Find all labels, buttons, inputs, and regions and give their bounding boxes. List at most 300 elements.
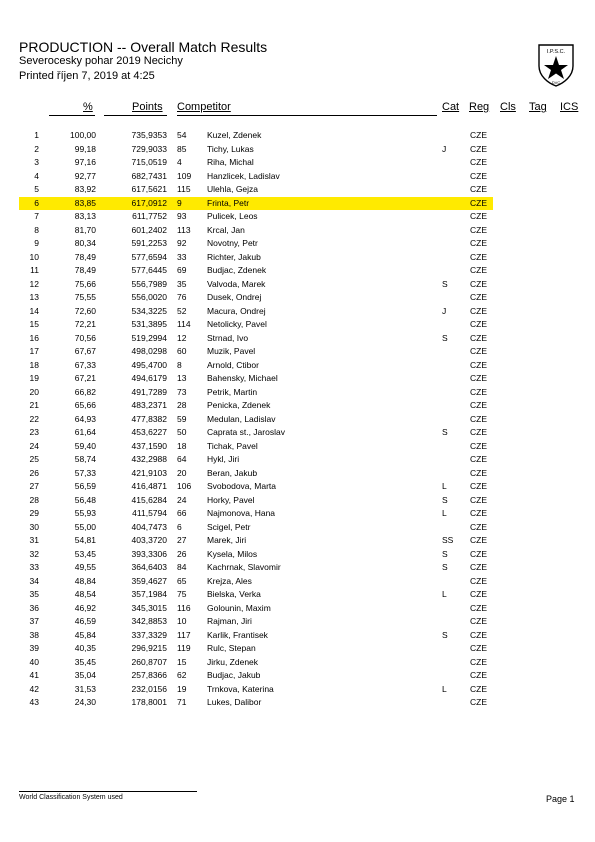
cell-reg: CZE: [470, 481, 487, 491]
cell-points: 257,8366: [131, 670, 167, 680]
cell-number: 27: [177, 535, 187, 545]
cell-competitor: Jirku, Zdenek: [207, 656, 259, 667]
cell-place: 15: [29, 319, 39, 329]
table-row: [0, 386, 595, 400]
cell-place: 10: [29, 251, 39, 262]
cell-number: 113: [177, 224, 191, 235]
cell-points: 477,8382: [131, 413, 167, 424]
cell-competitor: Tichak, Pavel: [207, 440, 258, 451]
cell-competitor: Bielska, Verka: [207, 589, 261, 599]
cell-competitor: Dusek, Ondrej: [207, 292, 262, 302]
cell-place: 16: [29, 332, 39, 343]
cell-number: 62: [177, 670, 187, 680]
cell-competitor: Bahensky, Michael: [207, 373, 278, 383]
cell-points: 611,7752: [132, 211, 167, 221]
cell-pct: 78,49: [74, 251, 96, 262]
cell-points: 403,3720: [131, 535, 167, 545]
cell-pct: 46,92: [74, 602, 96, 613]
cell-points: 729,9033: [131, 143, 167, 154]
cell-number: 106: [177, 481, 192, 491]
cell-points: 519,2994: [131, 332, 167, 343]
cell-reg: CZE: [470, 508, 487, 518]
cell-pct: 81,70: [74, 224, 96, 235]
cell-reg: CZE: [470, 616, 487, 626]
cell-reg: CZE: [470, 251, 487, 262]
cell-competitor: Svobodova, Marta: [207, 481, 276, 491]
cell-cat: L: [442, 481, 447, 491]
cell-competitor: Karlik, Frantisek: [207, 629, 268, 640]
cell-cat: SS: [442, 535, 454, 545]
table-row: [0, 696, 595, 710]
cell-number: 116: [177, 602, 191, 613]
cell-place: 11: [30, 265, 39, 275]
cell-place: 40: [29, 656, 39, 667]
cell-number: 33: [177, 251, 187, 262]
cell-competitor: Penicka, Zdenek: [207, 400, 271, 410]
cell-pct: 59,40: [74, 440, 96, 451]
cell-pct: 97,16: [74, 157, 96, 167]
table-row: [0, 507, 595, 521]
cell-place: 30: [29, 521, 39, 532]
cell-reg: CZE: [470, 697, 487, 707]
cell-pct: 31,53: [74, 683, 96, 694]
cell-points: 591,2253: [131, 238, 167, 248]
cell-pct: 35,45: [74, 656, 96, 667]
cell-pct: 45,84: [74, 629, 96, 640]
cell-points: 178,8001: [131, 697, 167, 707]
cell-points: 404,7473: [131, 521, 167, 532]
cell-points: 437,1590: [131, 440, 167, 451]
cell-place: 6: [34, 197, 39, 208]
cell-pct: 75,55: [74, 292, 96, 302]
cell-number: 15: [177, 656, 187, 667]
cell-number: 66: [177, 508, 187, 518]
cell-place: 41: [29, 670, 39, 680]
cell-number: 52: [177, 305, 187, 316]
cell-points: 260,8707: [131, 656, 167, 667]
svg-text:I.P.S.C.: I.P.S.C.: [546, 49, 566, 55]
cell-reg: CZE: [470, 440, 487, 451]
cell-number: 35: [177, 278, 187, 289]
table-row: [0, 426, 595, 440]
cell-place: 24: [29, 440, 39, 451]
cell-points: 296,9215: [131, 643, 167, 653]
cell-points: 601,2402: [131, 224, 167, 235]
table-row: [0, 183, 595, 197]
cell-place: 1: [34, 130, 39, 140]
cell-pct: 24,30: [74, 697, 96, 707]
cell-reg: CZE: [470, 197, 487, 208]
table-row: [0, 332, 595, 346]
cell-pct: 100,00: [70, 130, 96, 140]
cell-points: 498,0298: [131, 346, 167, 356]
cell-reg: CZE: [470, 346, 487, 356]
cell-place: 9: [34, 238, 39, 248]
cell-number: 119: [177, 643, 191, 653]
cell-number: 12: [177, 332, 187, 343]
cell-reg: CZE: [470, 602, 487, 613]
cell-place: 2: [34, 143, 39, 154]
cell-competitor: Kachrnak, Slavomir: [207, 562, 281, 572]
cell-reg: CZE: [470, 170, 487, 181]
cell-competitor: Netolicky, Pavel: [207, 319, 267, 329]
cell-competitor: Najmonova, Hana: [207, 508, 276, 518]
cell-number: 71: [177, 697, 187, 707]
cell-number: 92: [177, 238, 187, 248]
cell-cat: S: [442, 427, 448, 437]
cell-reg: CZE: [470, 562, 487, 572]
table-row: [0, 548, 595, 562]
cell-competitor: Rulc, Stepan: [207, 643, 256, 653]
cell-points: 735,9353: [131, 130, 167, 140]
cell-reg: CZE: [470, 292, 487, 302]
column-headers: [0, 101, 595, 117]
cell-number: 24: [177, 494, 187, 505]
cell-competitor: Ulehla, Gejza: [207, 184, 259, 194]
table-row: [0, 453, 595, 467]
cell-reg: CZE: [470, 575, 487, 586]
cell-pct: 92,77: [74, 170, 96, 181]
cell-place: 36: [29, 602, 39, 613]
cell-pct: 72,21: [74, 319, 96, 329]
cell-cat: S: [442, 278, 448, 289]
cell-place: 39: [29, 643, 39, 653]
table-row: [0, 318, 595, 332]
cell-points: 494,6179: [131, 373, 167, 383]
table-row: [0, 251, 595, 265]
cell-points: 617,5621: [131, 184, 167, 194]
cell-reg: CZE: [470, 521, 487, 532]
table-row: [0, 602, 595, 616]
table-row: [0, 291, 595, 305]
cell-number: 93: [177, 211, 187, 221]
cell-reg: CZE: [470, 319, 487, 329]
cell-number: 84: [177, 562, 187, 572]
cell-number: 114: [177, 319, 191, 329]
cell-pct: 61,64: [74, 427, 96, 437]
cell-reg: CZE: [470, 643, 487, 653]
cell-reg: CZE: [470, 386, 487, 397]
cell-reg: CZE: [470, 143, 487, 154]
table-row: [0, 359, 595, 373]
cell-place: 18: [29, 359, 39, 370]
table-row: [0, 669, 595, 683]
svg-text:DVC: DVC: [551, 80, 561, 85]
footer-divider: [19, 791, 197, 792]
cell-reg: CZE: [470, 278, 487, 289]
cell-pct: 48,84: [74, 575, 96, 586]
ipsc-shield-star-logo: [536, 42, 576, 88]
table-row: [0, 534, 595, 548]
cell-place: 4: [34, 170, 39, 181]
cell-competitor: Scigel, Petr: [207, 521, 251, 532]
cell-place: 38: [29, 629, 39, 640]
cell-reg: CZE: [470, 211, 487, 221]
cell-competitor: Caprata st., Jaroslav: [207, 427, 285, 437]
cell-place: 43: [29, 697, 39, 707]
header-cat: Cat: [442, 101, 460, 113]
cell-reg: CZE: [470, 332, 487, 343]
table-row: [0, 264, 595, 278]
cell-points: 421,9103: [131, 467, 167, 478]
cell-points: 453,6227: [131, 427, 167, 437]
cell-reg: CZE: [470, 454, 487, 464]
cell-competitor: Horky, Pavel: [207, 494, 255, 505]
cell-number: 75: [177, 589, 187, 599]
cell-points: 534,3225: [131, 305, 167, 316]
cell-reg: CZE: [470, 359, 487, 370]
table-row: [0, 237, 595, 251]
cell-cat: S: [442, 562, 448, 572]
cell-place: 17: [29, 346, 39, 356]
cell-number: 109: [177, 170, 192, 181]
table-row: [0, 521, 595, 535]
cell-pct: 49,55: [74, 562, 96, 572]
table-row: [0, 440, 595, 454]
cell-place: 12: [29, 278, 39, 289]
cell-reg: CZE: [470, 305, 487, 316]
cell-points: 491,7289: [131, 386, 167, 397]
table-row: [0, 210, 595, 224]
cell-cat: J: [442, 143, 447, 154]
cell-competitor: Golounin, Maxim: [207, 602, 271, 613]
header-competitor: Competitor: [177, 101, 231, 113]
cell-number: 60: [177, 346, 187, 356]
cell-pct: 66,82: [74, 386, 96, 397]
table-row: [0, 129, 595, 143]
cell-competitor: Trnkova, Katerina: [207, 683, 274, 694]
cell-place: 27: [29, 481, 39, 491]
cell-place: 32: [29, 548, 39, 559]
cell-cat: L: [442, 589, 447, 599]
table-row: [0, 170, 595, 184]
cell-pct: 64,93: [74, 413, 96, 424]
cell-place: 25: [29, 454, 39, 464]
table-row: [0, 629, 595, 643]
table-row: [0, 561, 595, 575]
table-row: [0, 642, 595, 656]
cell-place: 21: [29, 400, 39, 410]
cell-place: 28: [29, 494, 39, 505]
table-row: [0, 480, 595, 494]
cell-place: 26: [29, 467, 39, 478]
cell-points: 364,6403: [131, 562, 167, 572]
cell-competitor: Hykl, Jiri: [207, 454, 240, 464]
cell-number: 115: [177, 184, 191, 194]
cell-pct: 99,18: [74, 143, 96, 154]
cell-number: 19: [177, 683, 187, 694]
table-row: [0, 143, 595, 157]
match-name: Severocesky pohar 2019 Necichy: [19, 55, 183, 67]
cell-pct: 67,67: [74, 346, 96, 356]
cell-reg: CZE: [470, 157, 487, 167]
cell-number: 26: [177, 548, 187, 559]
cell-number: 117: [177, 629, 191, 640]
table-row: [0, 615, 595, 629]
cell-reg: CZE: [470, 184, 487, 194]
cell-pct: 75,66: [74, 278, 96, 289]
footer-note: World Classification System used: [19, 794, 123, 801]
cell-competitor: Lukes, Dalibor: [207, 697, 262, 707]
cell-number: 18: [177, 440, 187, 451]
cell-reg: CZE: [470, 265, 487, 275]
cell-reg: CZE: [470, 413, 487, 424]
cell-reg: CZE: [470, 548, 487, 559]
cell-number: 54: [177, 130, 187, 140]
cell-points: 682,7431: [131, 170, 167, 181]
cell-number: 4: [177, 157, 182, 167]
table-row: [0, 305, 595, 319]
cell-number: 59: [177, 413, 187, 424]
cell-competitor: Tichy, Lukas: [207, 143, 254, 154]
cell-pct: 78,49: [74, 265, 96, 275]
cell-place: 23: [29, 427, 39, 437]
cell-points: 337,3329: [131, 629, 167, 640]
header-cls: Cls: [500, 101, 516, 113]
cell-pct: 57,33: [74, 467, 96, 478]
cell-number: 69: [177, 265, 187, 275]
cell-number: 10: [177, 616, 187, 626]
cell-competitor: Richter, Jakub: [207, 251, 261, 262]
cell-competitor: Kysela, Milos: [207, 548, 258, 559]
cell-pct: 56,48: [74, 494, 96, 505]
cell-competitor: Krcal, Jan: [207, 224, 245, 235]
cell-pct: 56,59: [74, 481, 96, 491]
table-row: [0, 399, 595, 413]
cell-points: 393,3306: [131, 548, 167, 559]
cell-competitor: Kuzel, Zdenek: [207, 130, 262, 140]
cell-points: 415,6284: [131, 494, 167, 505]
cell-points: 232,0156: [131, 683, 167, 694]
cell-competitor: Novotny, Petr: [207, 238, 258, 248]
table-row: [0, 494, 595, 508]
cell-reg: CZE: [470, 629, 487, 640]
cell-reg: CZE: [470, 670, 487, 680]
cell-reg: CZE: [470, 130, 487, 140]
cell-number: 73: [177, 386, 187, 397]
cell-reg: CZE: [470, 400, 487, 410]
cell-number: 64: [177, 454, 187, 464]
cell-cat: L: [442, 683, 447, 694]
table-row: [0, 683, 595, 697]
cell-place: 22: [29, 413, 39, 424]
cell-number: 76: [177, 292, 187, 302]
cell-competitor: Medulan, Ladislav: [207, 413, 276, 424]
cell-pct: 40,35: [74, 643, 96, 653]
cell-reg: CZE: [470, 373, 487, 383]
cell-points: 577,6445: [131, 265, 167, 275]
cell-place: 31: [29, 535, 39, 545]
cell-place: 33: [29, 562, 39, 572]
cell-cat: S: [442, 332, 448, 343]
cell-reg: CZE: [470, 427, 487, 437]
page-title: PRODUCTION -- Overall Match Results: [19, 39, 268, 55]
cell-pct: 70,56: [74, 332, 96, 343]
cell-competitor: Petrik, Martin: [207, 386, 258, 397]
cell-place: 29: [29, 508, 39, 518]
header-points: Points: [132, 101, 163, 113]
cell-place: 8: [34, 224, 39, 235]
cell-competitor: Budjac, Zdenek: [207, 265, 267, 275]
cell-place: 3: [34, 157, 39, 167]
cell-place: 14: [29, 305, 39, 316]
cell-reg: CZE: [470, 535, 487, 545]
cell-cat: L: [442, 508, 447, 518]
cell-reg: CZE: [470, 224, 487, 235]
cell-pct: 35,04: [74, 670, 96, 680]
cell-number: 85: [177, 143, 187, 154]
table-row: [0, 345, 595, 359]
cell-points: 342,8853: [131, 616, 167, 626]
cell-pct: 54,81: [74, 535, 96, 545]
cell-competitor: Macura, Ondrej: [207, 305, 266, 316]
header-tag: Tag: [529, 101, 547, 113]
cell-points: 416,4871: [131, 481, 167, 491]
cell-reg: CZE: [470, 589, 487, 599]
table-row: [0, 413, 595, 427]
cell-cat: J: [442, 305, 447, 316]
cell-points: 483,2371: [131, 400, 167, 410]
cell-points: 411,5794: [132, 508, 167, 518]
table-row: [0, 278, 595, 292]
header-ics: ICS: [560, 101, 579, 113]
cell-place: 19: [29, 373, 39, 383]
table-row: [0, 156, 595, 170]
cell-pct: 67,21: [74, 373, 96, 383]
cell-pct: 55,93: [74, 508, 96, 518]
cell-number: 28: [177, 400, 187, 410]
cell-place: 37: [29, 616, 39, 626]
cell-place: 5: [34, 184, 39, 194]
cell-points: 556,0020: [131, 292, 167, 302]
cell-points: 556,7989: [131, 278, 167, 289]
header-reg: Reg: [469, 101, 490, 113]
cell-competitor: Beran, Jakub: [207, 467, 258, 478]
cell-competitor: Krejza, Ales: [207, 575, 252, 586]
cell-pct: 67,33: [74, 359, 96, 370]
cell-place: 13: [29, 292, 39, 302]
table-row: [0, 372, 595, 386]
cell-competitor: Valvoda, Marek: [207, 278, 266, 289]
cell-pct: 83,92: [74, 184, 96, 194]
page-number: Page 1: [546, 794, 575, 804]
cell-reg: CZE: [470, 683, 487, 694]
cell-place: 42: [29, 683, 39, 694]
cell-points: 617,0912: [131, 197, 167, 208]
cell-number: 50: [177, 427, 187, 437]
cell-reg: CZE: [470, 467, 487, 478]
cell-pct: 83,13: [74, 211, 96, 221]
header-pct: %: [83, 101, 93, 113]
cell-reg: CZE: [470, 238, 487, 248]
cell-pct: 55,00: [74, 521, 96, 532]
table-row: [0, 467, 595, 481]
cell-cat: S: [442, 629, 448, 640]
cell-competitor: Marek, Jiri: [207, 535, 247, 545]
cell-place: 35: [29, 589, 39, 599]
cell-points: 531,3895: [131, 319, 167, 329]
cell-points: 359,4627: [131, 575, 167, 586]
cell-pct: 65,66: [74, 400, 96, 410]
cell-number: 8: [177, 359, 182, 370]
cell-number: 20: [177, 467, 187, 478]
cell-competitor: Arnold, Ctibor: [207, 359, 259, 370]
cell-points: 432,2988: [131, 454, 167, 464]
table-row: [0, 575, 595, 589]
cell-competitor: Hanzlicek, Ladislav: [207, 170, 280, 181]
cell-points: 357,1984: [131, 589, 167, 599]
cell-place: 34: [29, 575, 39, 586]
